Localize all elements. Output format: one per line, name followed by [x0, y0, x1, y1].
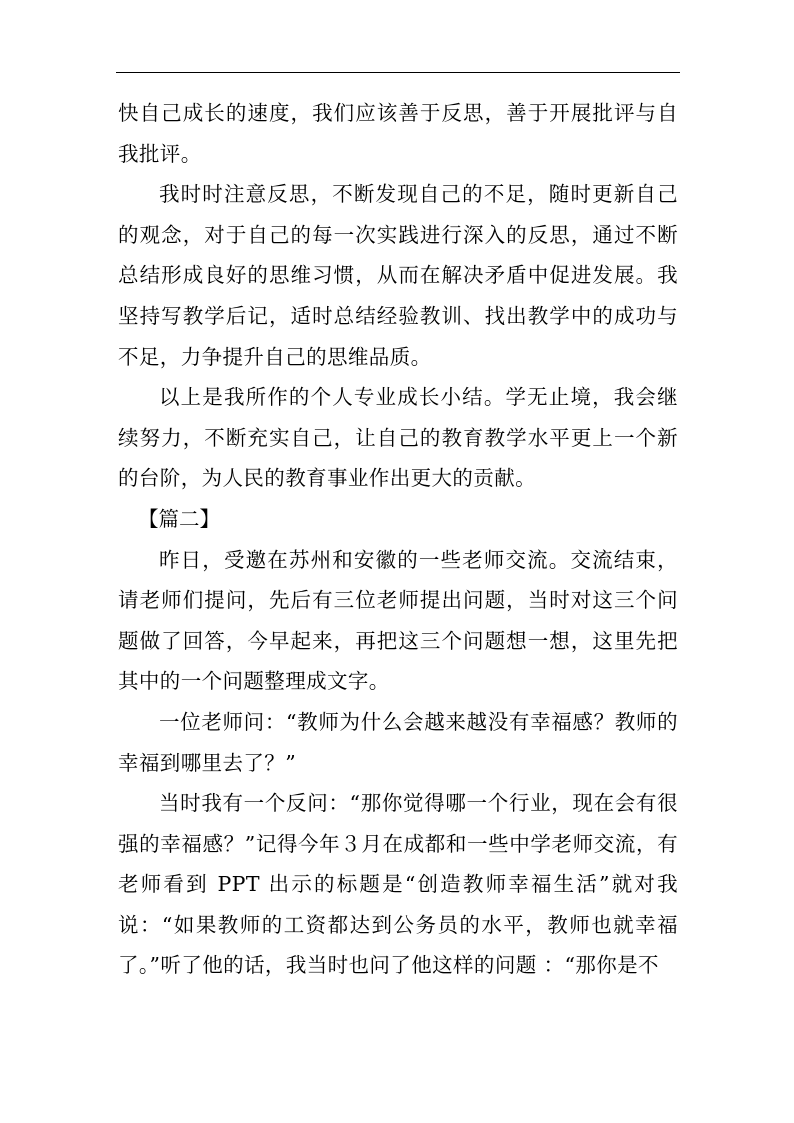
paragraph-reflection: 我时时注意反思，不断发现自己的不足，随时更新自己的观念，对于自己的每一次实践进行深入的反思，通过不断总结形成良好的思维习惯，从而在解决矛盾中促进发展。我坚持写教学后记，适时总结经验教训、找出教学中的成功与不足，力争提升自己的思维品质。 — [118, 182, 678, 369]
section-heading: 【篇二】 — [138, 506, 220, 531]
paragraph-response: 当时我有一个反问：“那你觉得哪一个行业，现在会有很强的幸福感？”记得今年３月在成都和一些中学老师交流，有老师看到 PPT 出示的标题是“创造教师幸福生活”就对我说：“如果教师的工资都达到公务员的水平，教师也就幸福了。”听了他的话，我当时也问了他这样的问题 ：“那你是不 — [118, 791, 678, 978]
header-rule — [116, 72, 680, 73]
paragraph-summary: 以上是我所作的个人专业成长小结。学无止境，我会继续努力，不断充实自己，让自己的教育教学水平更上一个新的台阶，为人民的教育事业作出更大的贡献。 — [118, 385, 678, 491]
paragraph-question: 一位老师问：“教师为什么会越来越没有幸福感？教师的幸福到哪里去了？” — [118, 709, 678, 775]
paragraph-exchange: 昨日，受邀在苏州和安徽的一些老师交流。交流结束，请老师们提问，先后有三位老师提出问题，当时对这三个问题做了回答，今早起来，再把这三个问题想一想，这里先把其中的一个问题整理成文字。 — [118, 547, 678, 694]
paragraph-continuation: 快自己成长的速度，我们应该善于反思，善于开展批评与自我批评。 — [118, 101, 678, 166]
document-body — [118, 93, 678, 986]
